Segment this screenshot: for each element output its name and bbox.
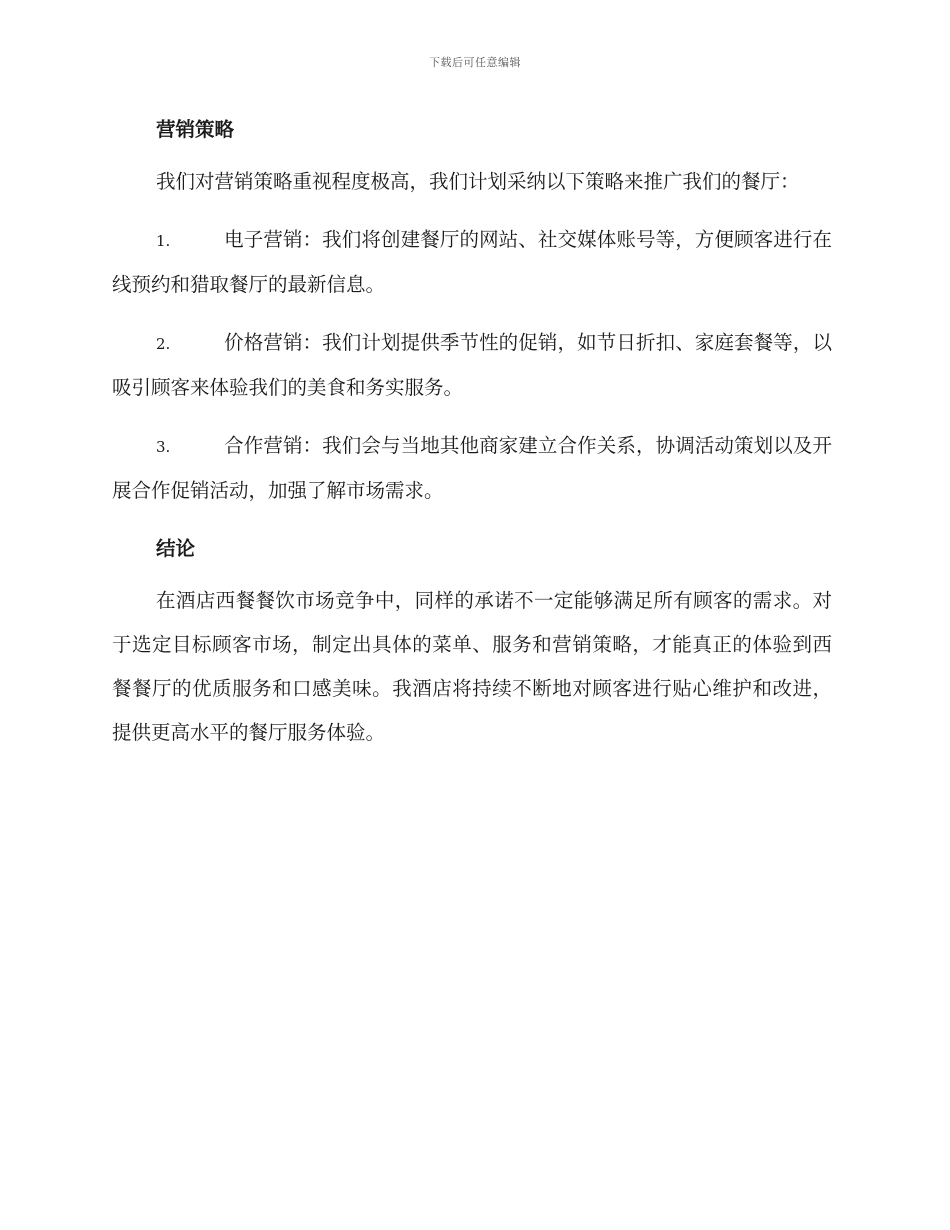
header-note: 下载后可任意编辑 <box>429 56 521 69</box>
document-content <box>112 112 832 769</box>
list-item-number: 2. <box>156 335 171 353</box>
marketing-intro-paragraph: 我们对营销策略重视程度极高，我们计划采纳以下策略来推广我们的餐厅： <box>156 170 800 193</box>
conclusion-paragraph: 在酒店西餐餐饮市场竞争中，同样的承诺不一定能够满足所有顾客的需求。对于选定目标顾客市场，制定出具体的菜单、服务和营销策略，才能真正的体验到西餐餐厅的优质服务和口感美味。我酒店将持续不断地对顾客进行贴心维护和改进，提供更高水平的餐厅服务体验。 <box>112 589 832 744</box>
list-item-text: 电子营销：我们将创建餐厅的网站、社交媒体账号等，方便顾客进行在线预约和猎取餐厅的最新信息。 <box>112 228 832 296</box>
list-item <box>112 218 832 307</box>
section-heading-conclusion: 结论 <box>156 537 196 560</box>
list-item-number: 3. <box>156 438 171 456</box>
section-heading-marketing: 营销策略 <box>156 118 235 141</box>
list-item-number: 1. <box>156 232 171 250</box>
list-item <box>112 424 832 513</box>
list-item <box>112 321 832 410</box>
list-item-text: 合作营销：我们会与当地其他商家建立合作关系，协调活动策划以及开展合作促销活动，加强了解市场需求。 <box>112 434 832 502</box>
list-item-text: 价格营销：我们计划提供季节性的促销，如节日折扣、家庭套餐等，以吸引顾客来体验我们的美食和务实服务。 <box>112 331 832 399</box>
